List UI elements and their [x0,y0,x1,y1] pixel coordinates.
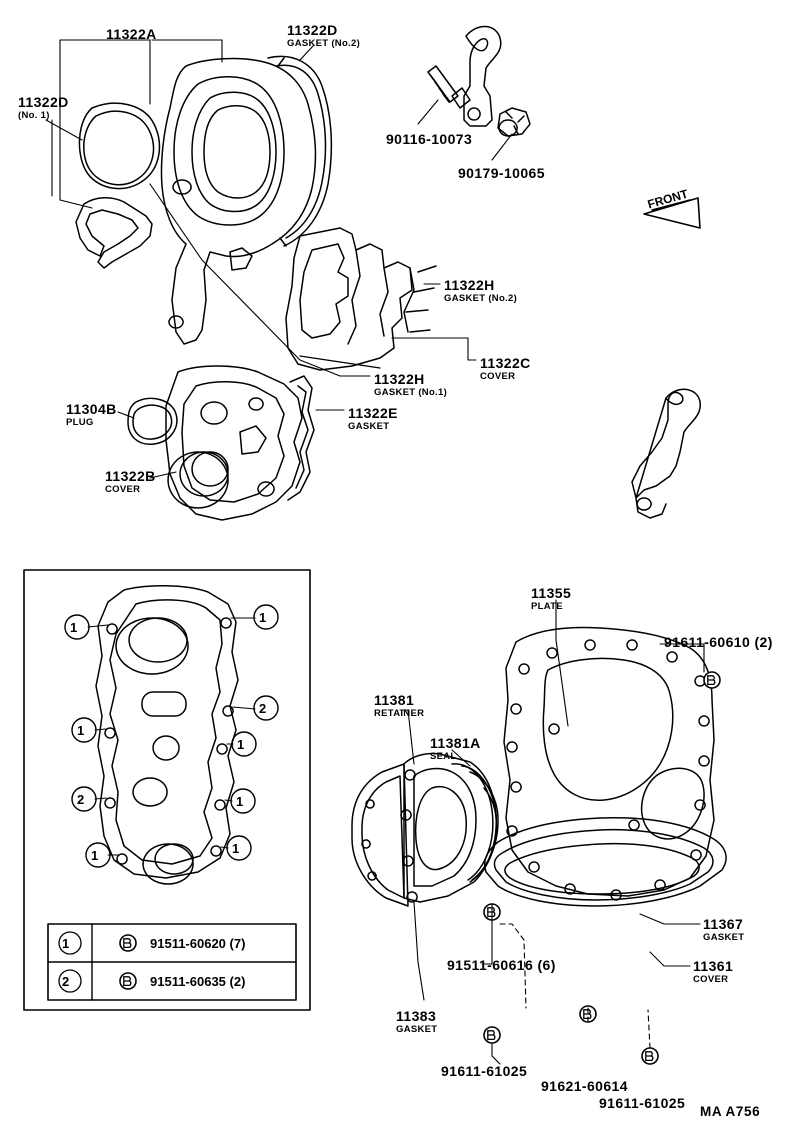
label-code: 11322D [287,22,338,38]
front-direction-label: FRONT [646,186,690,212]
legend-row-number: 2 [62,974,70,989]
callout-number: 2 [259,701,267,716]
label-sub: SEAL [430,751,457,762]
label-code: 11381A [430,735,481,751]
sheet-code: MA A756 [700,1104,761,1119]
label-11322d-no2 [287,22,360,49]
label-code: 91511-60616 (6) [447,957,556,973]
label-91611-60610 [664,634,773,650]
label-code: 90179-10065 [458,165,545,181]
label-code: 91611-61025 [441,1063,528,1079]
label-11322e [348,405,398,432]
callout-number: 1 [236,794,244,809]
label-11322h-no1 [374,371,447,398]
label-11322a [106,26,157,42]
label-code: 91611-60610 (2) [664,634,773,650]
label-91611-61025-b [599,1095,685,1111]
label-90116-10073 [386,131,472,147]
label-sub: COVER [480,371,516,382]
label-sub: COVER [693,974,729,985]
label-code: 91611-61025 [599,1095,686,1111]
label-sub: GASKET [703,932,745,943]
label-91511-60616 [447,957,556,973]
label-11381a [430,735,481,762]
label-sub: (No. 1) [18,110,50,121]
label-sub: GASKET (No.1) [374,387,448,398]
label-11361 [693,958,733,985]
callout-number: 1 [77,723,85,738]
label-code: 91621-60614 [541,1078,628,1094]
label-code: 11322H [444,277,495,293]
label-11383 [396,1008,437,1035]
label-code: 11367 [703,916,744,932]
label-91621-60614 [541,1078,628,1094]
legend-part-code: 91511-60620 (7) [150,936,246,951]
label-code: 11322B [105,468,156,484]
label-code: 11383 [396,1008,437,1024]
callout-number: 1 [232,841,240,856]
label-90179-10065 [458,165,545,181]
label-sub: RETAINER [374,708,425,719]
callout-number: 1 [70,620,78,635]
callout-number: 1 [237,737,245,752]
label-code: 11322A [106,26,157,42]
label-code: 11381 [374,692,415,708]
label-code: 11361 [693,958,734,974]
callout-number: 2 [77,792,85,807]
label-sub: GASKET (No.2) [444,293,518,304]
label-11322h-no2 [444,277,517,304]
label-11322c [480,355,531,382]
label-code: 11322C [480,355,531,371]
label-11355 [531,585,571,612]
label-sub: GASKET (No.2) [287,38,361,49]
label-11367 [703,916,744,943]
label-sub: GASKET [396,1024,438,1035]
label-code: 11304B [66,401,117,417]
label-code: 11322H [374,371,425,387]
label-code: 11355 [531,585,572,601]
label-11322b [105,468,156,495]
callout-number: 1 [259,610,267,625]
label-sub: GASKET [348,421,390,432]
label-11381 [374,692,424,719]
label-91611-61025-a [441,1063,527,1079]
label-sub: COVER [105,484,141,495]
callout-number: 1 [91,848,99,863]
label-11322d-no1 [18,94,69,121]
label-11304b [66,401,117,428]
label-code: 11322D [18,94,69,110]
label-code: 11322E [348,405,398,421]
label-sub: PLATE [531,601,563,612]
label-code: 90116-10073 [386,131,473,147]
label-sub: PLUG [66,417,94,428]
legend-part-code: 91511-60635 (2) [150,974,246,989]
legend-row-number: 1 [62,936,70,951]
